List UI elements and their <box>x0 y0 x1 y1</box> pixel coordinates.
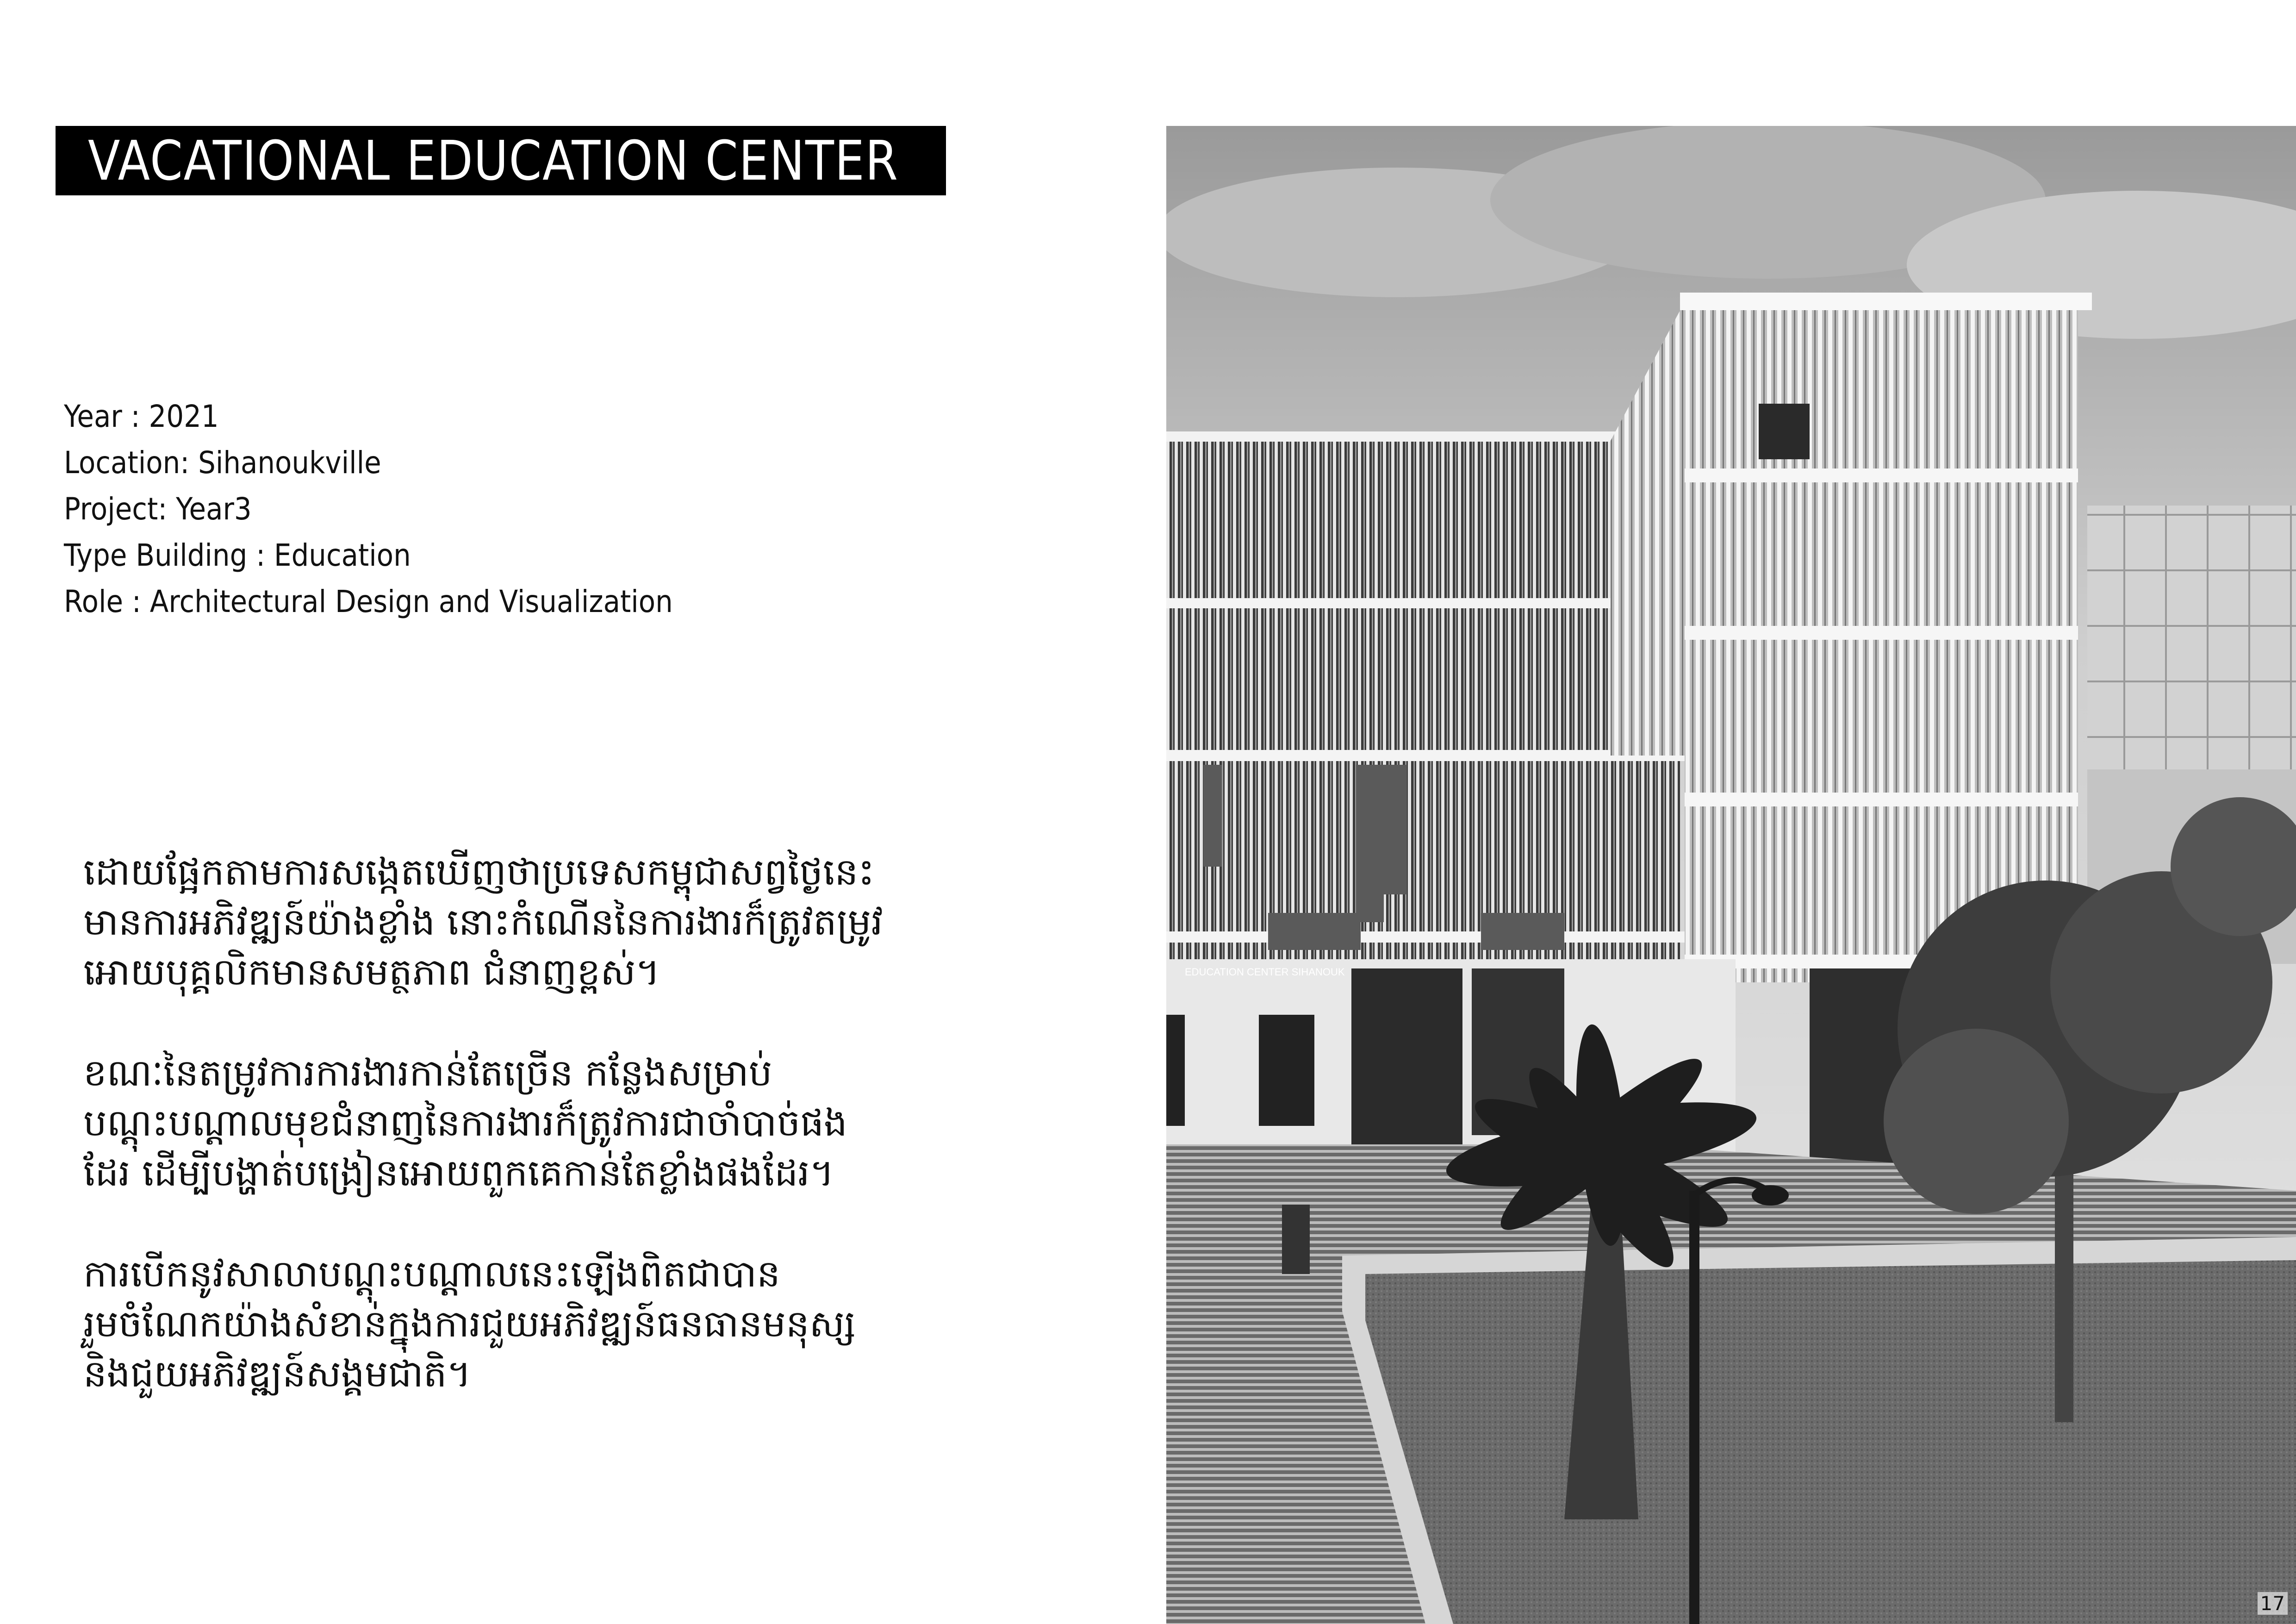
description-line: ខណៈនៃតម្រូវការការងារកាន់តែច្រើន កន្លែងសម្រាប់ <box>83 1051 772 1094</box>
description-line: មានការអភិវឌ្ឍន៍យ៉ាងខ្លាំង នោះកំណើននៃការងារក៏ត្រូវតម្រូវ <box>83 900 883 943</box>
building-rendering <box>1166 126 2296 1624</box>
info-location: Location: Sihanoukville <box>64 445 381 481</box>
info-type: Type Building : Education <box>64 537 411 573</box>
description-line: រួមចំណែកយ៉ាងសំខាន់ក្នុងការជួយអភិវឌ្ឍន៍ធនធានមនុស្ស <box>83 1302 856 1345</box>
description-line: បណ្តុះបណ្តាលមុខជំនាញនៃការងារក៏ត្រូវការជាចាំបាច់ផង <box>83 1101 847 1144</box>
title-bar <box>56 126 946 195</box>
page-number: 17 <box>2258 1592 2288 1615</box>
description-line: ដោយផ្អែកតាមការសង្កេតឃើញថាប្រទេសកម្ពុជាសព្វថ្ងៃនេះ <box>83 850 875 893</box>
building-sign: EDUCATION CENTER SIHANOUK <box>1185 966 1345 978</box>
info-year: Year : 2021 <box>64 399 219 434</box>
person-figure <box>1282 1205 1310 1274</box>
description-paragraph <box>83 1249 963 1399</box>
page-title: VACATIONAL EDUCATION CENTER <box>88 129 899 193</box>
description-line: និងជួយអភិវឌ្ឍន៍សង្គមជាតិ។ <box>83 1352 472 1395</box>
info-role: Role : Architectural Design and Visualization <box>64 584 673 619</box>
description-paragraph <box>83 847 963 997</box>
description-line: ការបើកនូវសាលាបណ្តុះបណ្តាលនេះឡើងពិតជាបាន <box>83 1252 780 1295</box>
khmer-description <box>83 847 963 1450</box>
info-project: Project: Year3 <box>64 491 252 527</box>
project-info <box>64 394 740 625</box>
description-line: អោយបុគ្គលិកមានសមត្ថភាព ជំនាញខ្ពស់។ <box>83 950 660 993</box>
forecourt <box>1166 1144 2296 1624</box>
description-line: ដែរ ដើម្បីបង្ហាត់បង្រៀនអោយពួកគេកាន់តែខ្លាំងផងដែរ។ <box>83 1151 834 1194</box>
description-paragraph <box>83 1048 963 1198</box>
